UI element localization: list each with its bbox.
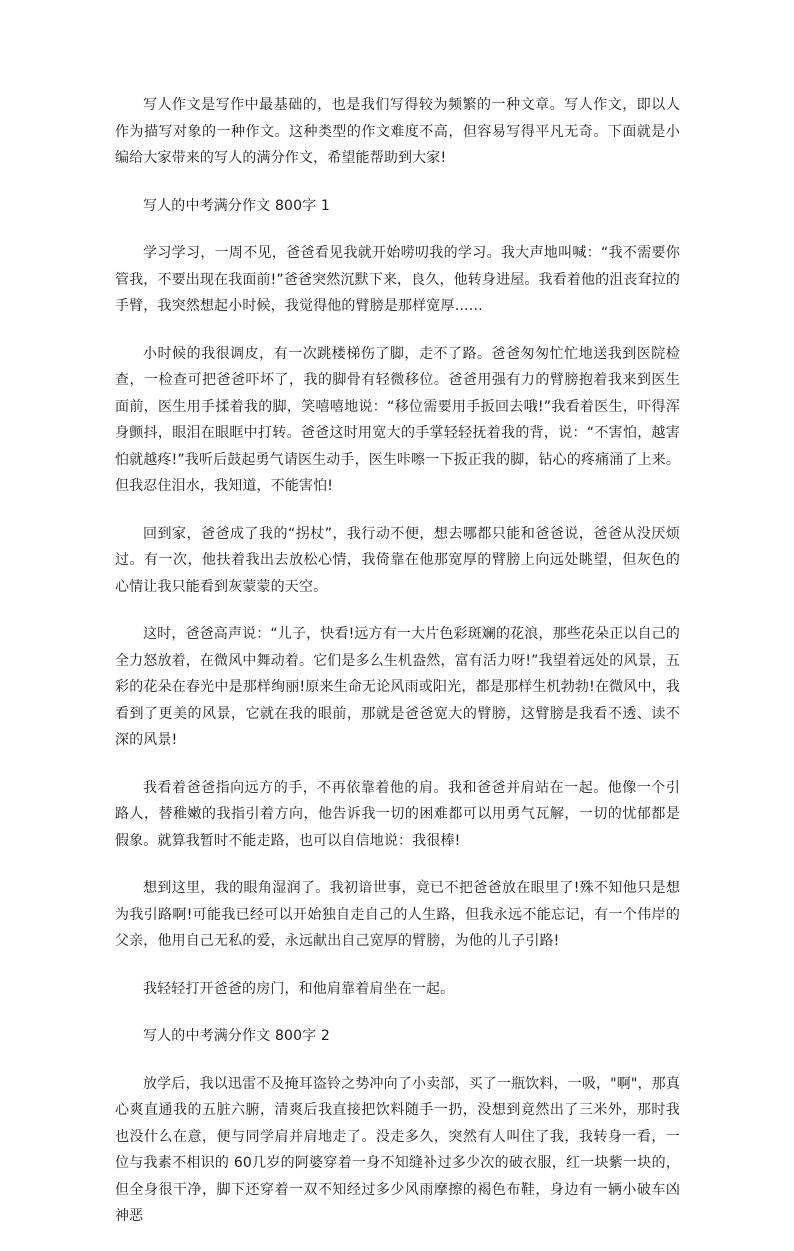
body-paragraph: 我轻轻打开爸爸的房门，和他肩靠着肩坐在一起。	[143, 980, 455, 997]
document-body	[115, 92, 680, 1251]
essay-heading-2: 写人的中考满分作文 800字 2	[143, 1028, 330, 1044]
body-paragraph: 放学后，我以迅雷不及掩耳盗铃之势冲向了小卖部，买了一瓶饮料，一吸，"啊"，那真心爽直通我的五脏六腑，清爽后我直接把饮料随手一扔，没想到竟然出了三米外，那时我也没什么在意，便与同学肩并肩地走了。没走多久，突然有人叫住了我，我转身一看，一位与我素不相识的 60几岁的阿婆穿着一身不知缝补过多少次的破衣服，红一块紫一块的，但全身很干净，脚下还穿着一双不知经过多少风雨摩擦的褐色布鞋，身边有一辆小破车凶神恶	[115, 1075, 680, 1224]
intro-paragraph: 写人作文是写作中最基础的，也是我们写得较为频繁的一种文章。写人作文，即以人作为描写对象的一种作文。这种类型的作文难度不高，但容易写得平凡无奇。下面就是小编给大家带来的写人的满分作文，希望能帮助到大家!	[115, 97, 680, 166]
body-paragraph: 小时候的我很调皮，有一次跳楼梯伤了脚，走不了路。爸爸匆匆忙忙地送我到医院检查，一检查可把爸爸吓坏了，我的脚骨有轻微移位。爸爸用强有力的臂膀抱着我来到医生面前，医生用手揉着我的脚，笑嘻嘻地说：“移位需要用手扳回去哦!”我看着医生，吓得浑身颤抖，眼泪在眼眶中打转。爸爸这时用宽大的手掌轻轻抚着我的背，说：“不害怕，越害怕就越疼!”我听后鼓起勇气请医生动手，医生咔嚓一下扳正我的脚，钻心的疼痛涌了上来。但我忍住泪水，我知道，不能害怕!	[115, 345, 681, 494]
body-paragraph: 想到这里，我的眼角湿润了。我初谙世事，竟已不把爸爸放在眼里了!殊不知他只是想为我引路啊!可能我已经可以开始独自走自己的人生路，但我永远不能忘记，有一个伟岸的父亲，他用自己无私的爱，永远献出自己宽厚的臂膀，为他的儿子引路!	[115, 880, 680, 949]
body-paragraph: 学习学习，一周不见，爸爸看见我就开始唠叨我的学习。我大声地叫喊：“我不需要你管我，不要出现在我面前!”爸爸突然沉默下来，良久，他转身进屋。我看着他的沮丧耷拉的手臂，我突然想起小时候，我觉得他的臂膀是那样宽厚……	[115, 245, 681, 314]
body-paragraph: 这时，爸爸高声说：“儿子，快看!远方有一大片色彩斑斓的花浪，那些花朵正以自己的全力怒放着，在微风中舞动着。它们是多么生机盎然，富有活力呀!”我望着远处的风景，五彩的花朵在春光中是那样绚丽!原来生命无论风雨或阳光，都是那样生机勃勃!在微风中，我看到了更美的风景，它就在我的眼前，那就是爸爸宽大的臂膀，这臂膀是我看不透、读不深的风景!	[115, 626, 681, 748]
essay-heading-1: 写人的中考满分作文 800字 1	[143, 197, 330, 214]
body-paragraph: 我看着爸爸指向远方的手，不再依靠着他的肩。我和爸爸并肩站在一起。他像一个引路人，替稚嫩的我指引着方向，他告诉我一切的困难都可以用勇气瓦解，一切的忧郁都是假象。就算我暂时不能走路，也可以自信地说：我很棒!	[115, 779, 680, 849]
body-paragraph: 回到家，爸爸成了我的“拐杖”，我行动不便，想去哪都只能和爸爸说，爸爸从没厌烦过。有一次，他扶着我出去放松心情，我倚靠在他那宽厚的臂膀上向远处眺望，但灰色的心情让我只能看到灰蒙蒙的天空。	[115, 525, 680, 595]
